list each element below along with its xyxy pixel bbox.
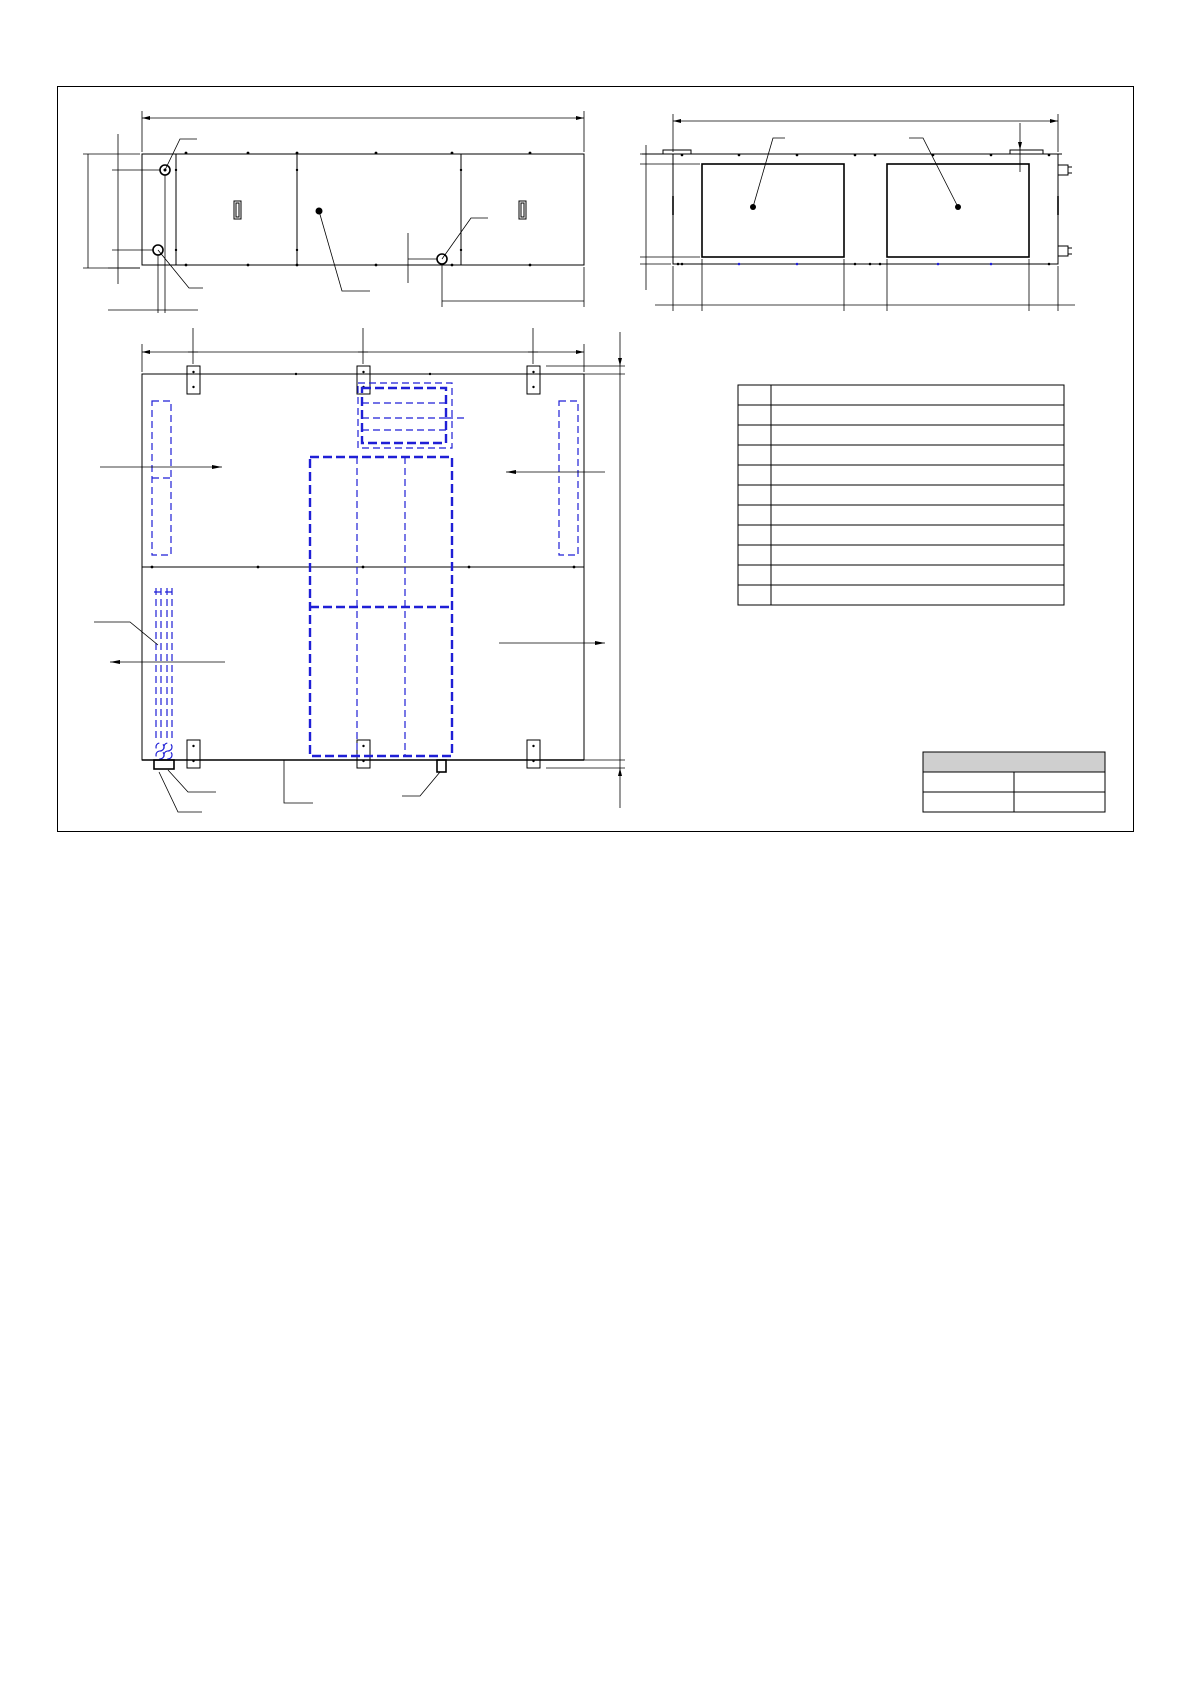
- front-handle-left: [234, 201, 241, 219]
- side-fitting-lower: [1058, 246, 1068, 256]
- front-view-body: [142, 154, 584, 265]
- side-view-body: [673, 154, 1058, 264]
- drain-stub: [437, 760, 446, 772]
- title-block: [923, 752, 1105, 812]
- front-view: [83, 111, 584, 313]
- side-view: [640, 114, 1075, 311]
- top-view: [94, 328, 625, 812]
- side-panel-right: [887, 164, 1029, 257]
- parts-table: [738, 385, 1064, 605]
- side-fitting-upper: [1058, 165, 1068, 175]
- drawing-frame: [58, 87, 1134, 832]
- hidden-components: [152, 383, 578, 769]
- side-screws: [677, 154, 1051, 266]
- side-panel-left: [702, 164, 844, 257]
- front-handle-right: [519, 201, 526, 219]
- front-screws: [175, 152, 532, 267]
- airflow-arrows: [100, 465, 605, 664]
